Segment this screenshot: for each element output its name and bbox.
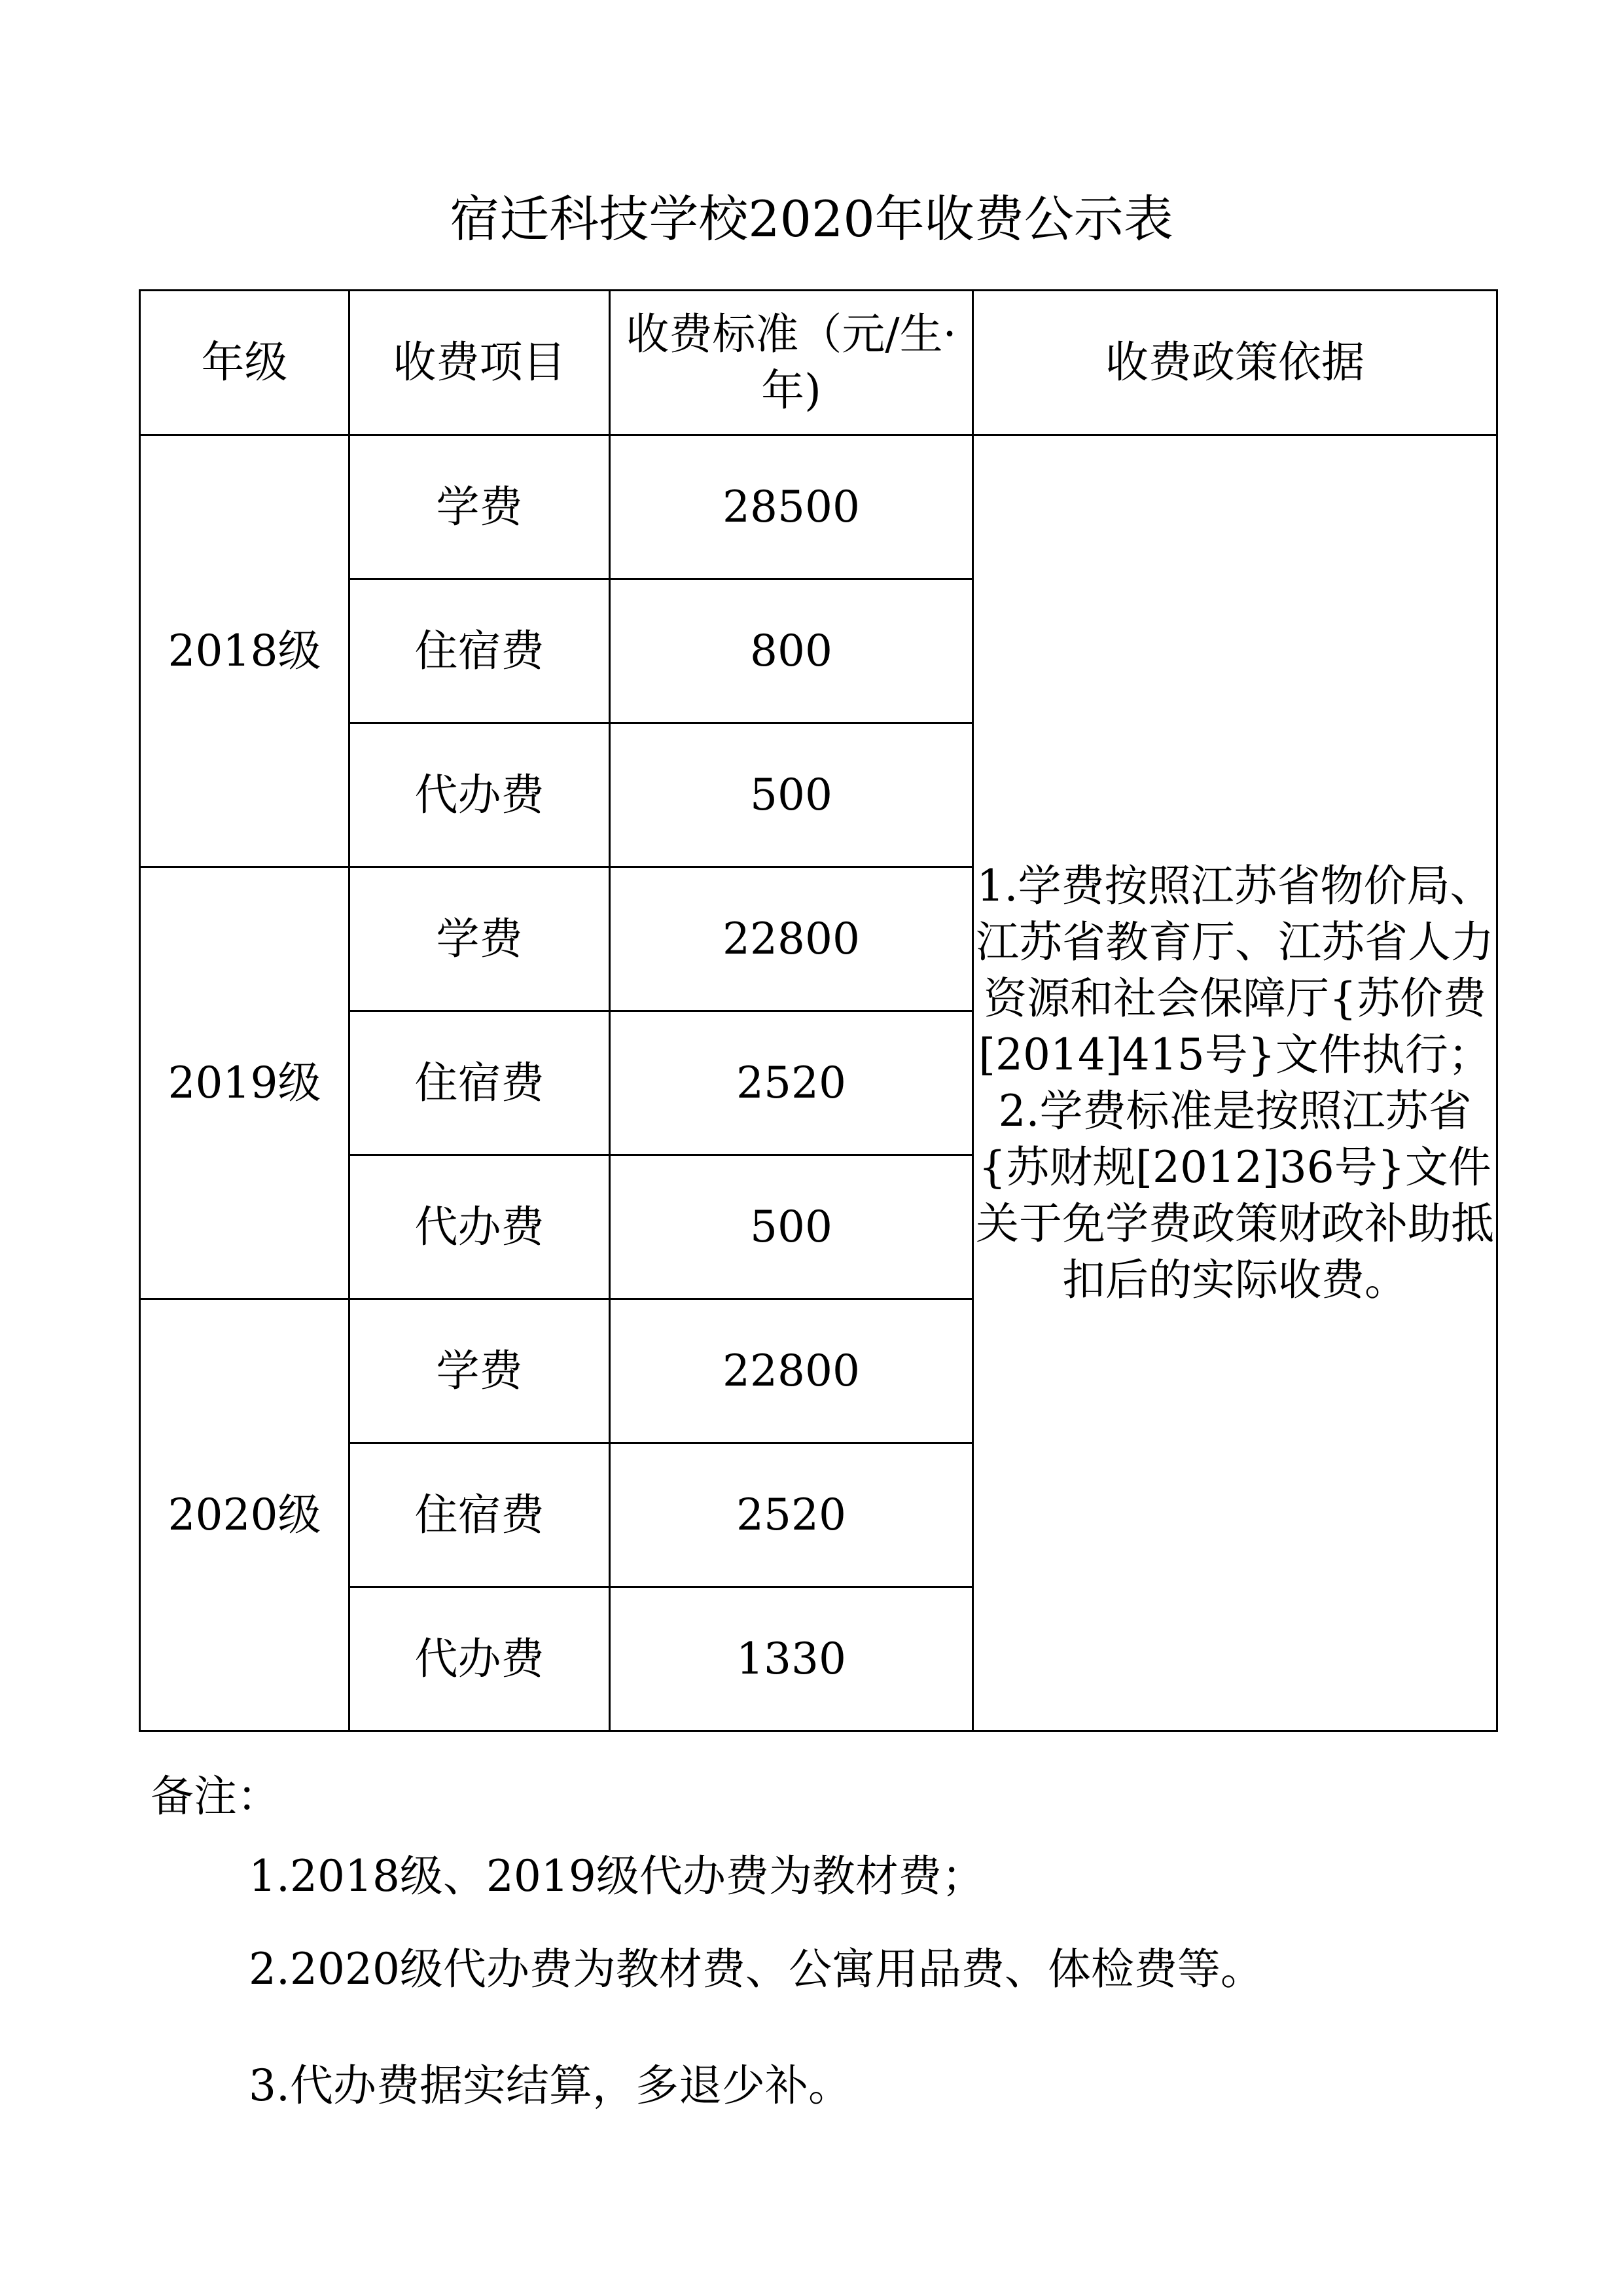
table-row [140, 435, 1497, 579]
item-cell: 住宿费 [349, 579, 610, 723]
item-cell: 住宿费 [349, 1011, 610, 1155]
note-item-1: 1.2018级、2019级代办费为教材费； [249, 1851, 985, 1901]
grade-cell-2019: 2019级 [140, 867, 349, 1299]
notes-section [151, 1767, 1525, 2115]
note-item-3: 3.代办费据实结算，多退少补。 [249, 2060, 851, 2111]
header-standard-label: 收费标准（元/生·年) [626, 309, 957, 416]
note-item-2: 2.2020级代办费为教材费、公寓用品费、体检费等。 [249, 1944, 1264, 1994]
item-cell: 代办费 [349, 723, 610, 867]
item-cell: 学费 [349, 435, 610, 579]
amount-cell: 500 [610, 723, 973, 867]
amount-cell: 2520 [610, 1443, 973, 1587]
amount-cell: 800 [610, 579, 973, 723]
header-item: 收费项目 [349, 291, 610, 435]
amount-cell: 22800 [610, 1299, 973, 1443]
item-cell: 住宿费 [349, 1443, 610, 1587]
table-header-row [140, 291, 1497, 435]
amount-cell: 28500 [610, 435, 973, 579]
amount-cell: 2520 [610, 1011, 973, 1155]
policy-cell [973, 435, 1497, 1731]
header-standard [610, 291, 973, 435]
fee-table [139, 289, 1498, 1732]
item-cell: 代办费 [349, 1155, 610, 1299]
policy-line-1: 1.学费按照江苏省物价局、江苏省教育厅、江苏省人力资源和社会保障厅{苏价费[2014]415号}文件执行； [976, 860, 1494, 1080]
amount-cell: 22800 [610, 867, 973, 1011]
item-cell: 学费 [349, 867, 610, 1011]
notes-title: 备注： [151, 1771, 280, 1821]
grade-cell-2018: 2018级 [140, 435, 349, 867]
item-cell: 学费 [349, 1299, 610, 1443]
item-cell: 代办费 [349, 1587, 610, 1731]
header-policy: 收费政策依据 [973, 291, 1497, 435]
policy-line-2: 2.学费标准是按照江苏省{苏财规[2012]36号}文件关于免学费政策财政补助抵扣后的实际收费。 [976, 1085, 1494, 1305]
amount-cell: 1330 [610, 1587, 973, 1731]
grade-cell-2020: 2020级 [140, 1299, 349, 1731]
page-title: 宿迁科技学校2020年收费公示表 [450, 190, 1173, 248]
header-grade: 年级 [140, 291, 349, 435]
amount-cell: 500 [610, 1155, 973, 1299]
